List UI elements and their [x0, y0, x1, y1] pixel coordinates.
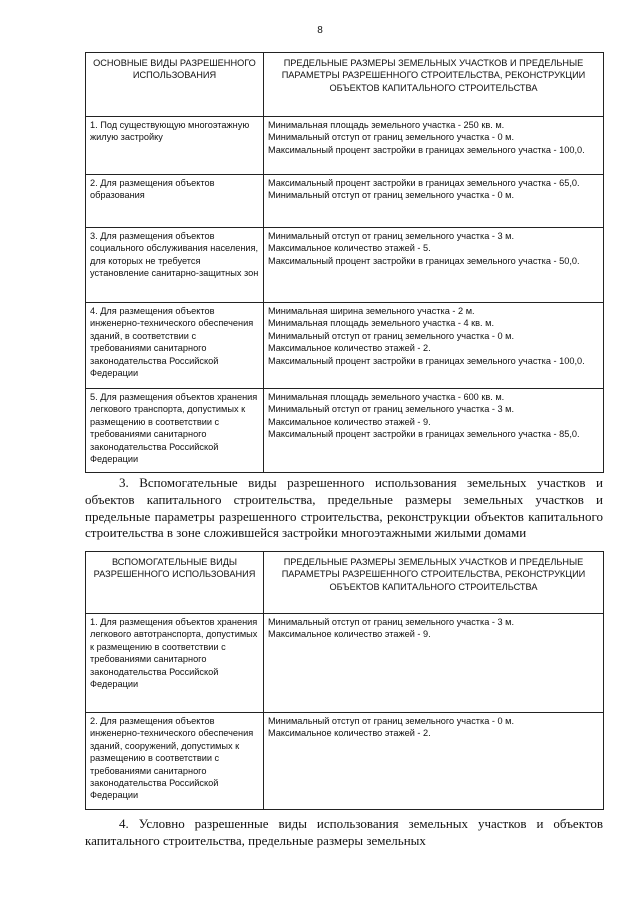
table-row	[86, 303, 604, 389]
auxiliary-uses-table	[85, 551, 604, 810]
table-header-row	[86, 552, 604, 614]
header-params: ПРЕДЕЛЬНЫЕ РАЗМЕРЫ ЗЕМЕЛЬНЫХ УЧАСТКОВ И ПРЕДЕЛЬНЫЕ ПАРАМЕТРЫ РАЗРЕШЕННОГО СТРОИТЕЛЬСТВА, РЕКОНСТРУКЦИИ ОБЪЕКТОВ КАПИТАЛЬНОГО СТРОИТЕЛЬСТВА	[264, 53, 604, 117]
param-line: Максимальный процент застройки в границах земельного участка - 100,0.	[268, 355, 585, 366]
params-cell	[264, 117, 604, 175]
params-cell	[264, 175, 604, 228]
params-cell	[264, 614, 604, 713]
param-line: Максимальное количество этажей - 5.	[268, 243, 431, 254]
table-row	[86, 713, 604, 810]
use-cell: 1. Для размещения объектов хранения легкового автотранспорта, допустимых к размещению в соответствии с требованиями санитарного законодательства Российской Федерации	[86, 614, 264, 713]
param-line: Минимальный отступ от границ земельного участка - 3 м.	[268, 617, 515, 627]
param-line: Минимальная площадь земельного участка - 600 кв. м.	[268, 392, 505, 402]
param-line: Минимальный отступ от границ земельного участка - 3 м.	[268, 231, 515, 241]
param-line: Максимальное количество этажей - 2.	[268, 343, 431, 354]
paragraph-3	[85, 475, 603, 542]
params-cell	[264, 303, 604, 389]
table-row	[86, 175, 604, 228]
header-uses: ОСНОВНЫЕ ВИДЫ РАЗРЕШЕННОГО ИСПОЛЬЗОВАНИЯ	[86, 53, 264, 117]
param-line: Минимальная площадь земельного участка - 250 кв. м.	[268, 120, 505, 130]
paragraph-3-text: Вспомогательные виды разрешенного использования земельных участков и объектов капитального строительства, предельные размеры земельных участков и предельные параметры разрешенного строительства, реконструкции объектов капитального строительства в зоне сложившейся застройки многоэтажными жилыми домами	[85, 475, 604, 541]
paragraph-4	[85, 816, 603, 850]
use-cell: 5. Для размещения объектов хранения легкового транспорта, допустимых к размещению в соответствии с требованиями санитарного законодательства Российской Федерации	[86, 389, 264, 473]
param-line: Минимальный отступ от границ земельного участка - 0 м.	[268, 330, 515, 341]
table-header-row	[86, 53, 604, 117]
param-line: Максимальный процент застройки в границах земельного участка - 50,0.	[268, 255, 580, 266]
page-number: 8	[317, 25, 323, 36]
param-line: Минимальный отступ от границ земельного участка - 3 м.	[268, 404, 515, 415]
param-line: Максимальное количество этажей - 9.	[268, 629, 431, 640]
use-cell: 2. Для размещения объектов образования	[86, 175, 264, 228]
header-uses: ВСПОМОГАТЕЛЬНЫЕ ВИДЫ РАЗРЕШЕННОГО ИСПОЛЬЗОВАНИЯ	[86, 552, 264, 614]
param-line: Минимальная ширина земельного участка - 2 м.	[268, 306, 475, 316]
table-row	[86, 614, 604, 713]
paragraph-4-number: 4.	[119, 816, 129, 831]
param-line: Максимальный процент застройки в границах земельного участка - 65,0.	[268, 178, 580, 188]
params-cell	[264, 389, 604, 473]
param-line: Максимальное количество этажей - 2.	[268, 728, 431, 739]
param-line: Максимальный процент застройки в границах земельного участка - 85,0.	[268, 429, 580, 440]
param-line: Минимальный отступ от границ земельного участка - 0 м.	[268, 716, 515, 726]
table-row	[86, 228, 604, 303]
use-cell: 4. Для размещения объектов инженерно-технического обеспечения зданий, в соответствии с требованиями санитарного законодательства Российской Федерации	[86, 303, 264, 389]
table-row	[86, 389, 604, 473]
param-line: Минимальная площадь земельного участка - 4 кв. м.	[268, 318, 494, 329]
use-cell: 3. Для размещения объектов социального обслуживания населения, для которых не требуется установление санитарно-защитных зон	[86, 228, 264, 303]
paragraph-4-text: Условно разрешенные виды использования земельных участков и объектов капитального строительства, предельные размеры земельных	[85, 816, 603, 848]
params-cell	[264, 713, 604, 810]
header-params: ПРЕДЕЛЬНЫЕ РАЗМЕРЫ ЗЕМЕЛЬНЫХ УЧАСТКОВ И ПРЕДЕЛЬНЫЕ ПАРАМЕТРЫ РАЗРЕШЕННОГО СТРОИТЕЛЬСТВА, РЕКОНСТРУКЦИИ ОБЪЕКТОВ КАПИТАЛЬНОГО СТРОИТЕЛЬСТВА	[264, 552, 604, 614]
table-row	[86, 117, 604, 175]
paragraph-3-number: 3.	[119, 475, 129, 490]
use-cell: 1. Под существующую многоэтажную жилую застройку	[86, 117, 264, 175]
param-line: Минимальный отступ от границ земельного участка - 0 м.	[268, 190, 515, 201]
params-cell	[264, 228, 604, 303]
param-line: Максимальный процент застройки в границах земельного участка - 100,0.	[268, 144, 585, 155]
main-uses-table	[85, 52, 604, 473]
use-cell: 2. Для размещения объектов инженерно-технического обеспечения зданий, сооружений, допустимых к размещению в соответствии с требованиями санитарного законодательства Российской Федерации	[86, 713, 264, 810]
param-line: Минимальный отступ от границ земельного участка - 0 м.	[268, 132, 515, 143]
param-line: Максимальное количество этажей - 9.	[268, 416, 431, 427]
